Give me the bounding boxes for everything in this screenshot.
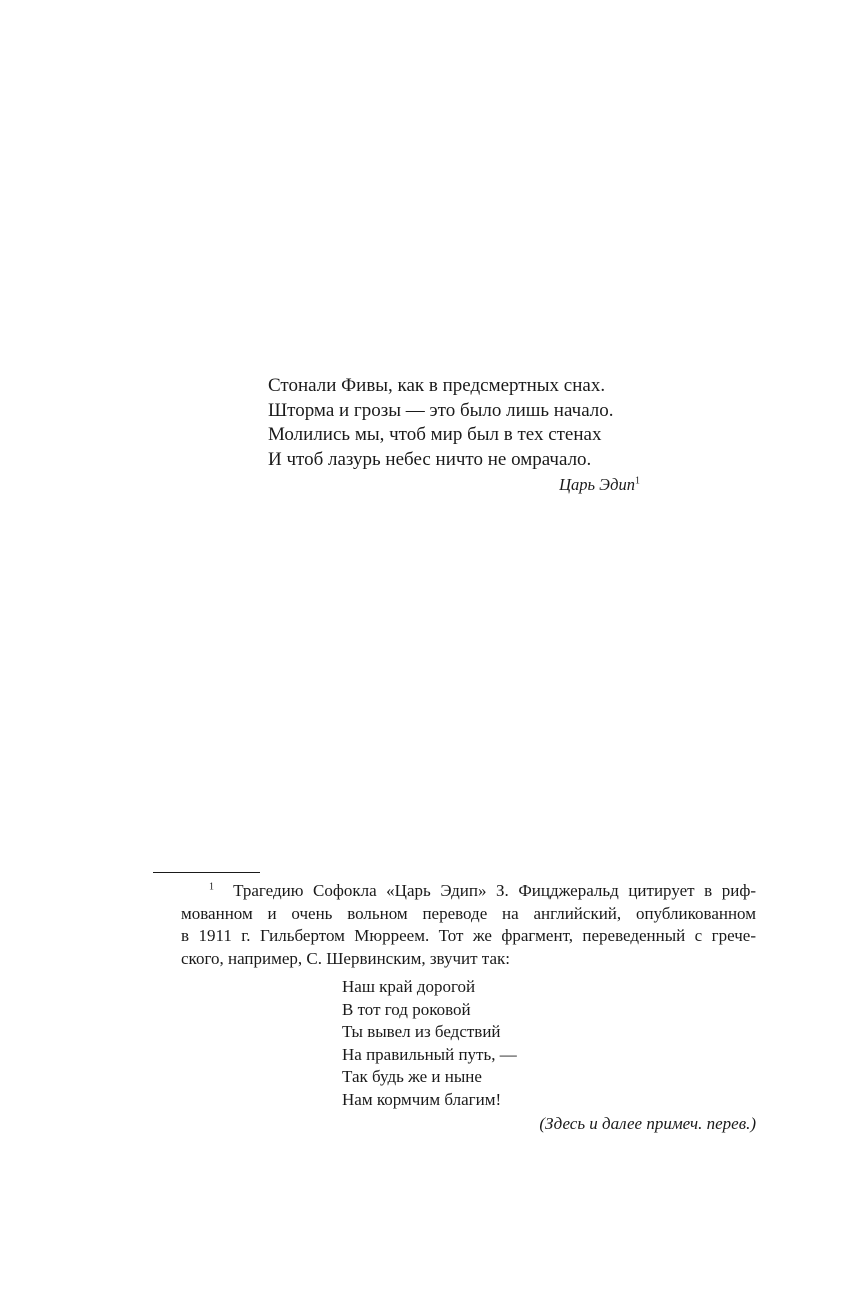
footnote-line: ского, например, С. Шервинским, звучит так: <box>181 948 510 968</box>
footnote-reference[interactable]: 1 <box>635 475 640 487</box>
footnote-divider <box>153 872 260 873</box>
footnote-line-text: Трагедию Софокла «Царь Эдип» З. Фицджеральд цитирует в риф- <box>233 881 756 900</box>
footnote <box>153 880 756 1136</box>
epigraph-line: И чтоб лазурь небес ничто не омрачало. <box>268 448 592 470</box>
translator-note: (Здесь и далее примеч. перев.) <box>539 1114 756 1133</box>
verse-line: Нам кормчим благим! <box>342 1089 502 1109</box>
epigraph-attribution <box>268 474 640 496</box>
verse-line: В тот год роковой <box>342 999 471 1019</box>
verse-line: Так будь же и ныне <box>342 1067 482 1086</box>
footnote-line <box>153 880 756 903</box>
epigraph <box>268 374 648 496</box>
epigraph-line: Шторма и грозы — это было лишь начало. <box>268 399 614 421</box>
attribution-text: Царь Эдип <box>559 475 635 494</box>
footnote-text <box>153 880 756 970</box>
footnote-number: 1 <box>209 881 214 893</box>
verse-line: Ты вывел из бедствий <box>342 1022 501 1041</box>
footnote-line: мованном и очень вольном переводе на английский, опубликованном <box>181 903 756 923</box>
footnote-line: в 1911 г. Гильбертом Мюрреем. Тот же фрагмент, переведенный с грече- <box>181 926 756 945</box>
footnote-verse <box>153 976 756 1111</box>
epigraph-line: Молились мы, чтоб мир был в тех стенах <box>268 424 602 445</box>
verse-line: На правильный путь, — <box>342 1044 517 1064</box>
verse-line: Наш край дорогой <box>342 977 476 996</box>
epigraph-line: Стонали Фивы, как в предсмертных снах. <box>268 375 606 396</box>
